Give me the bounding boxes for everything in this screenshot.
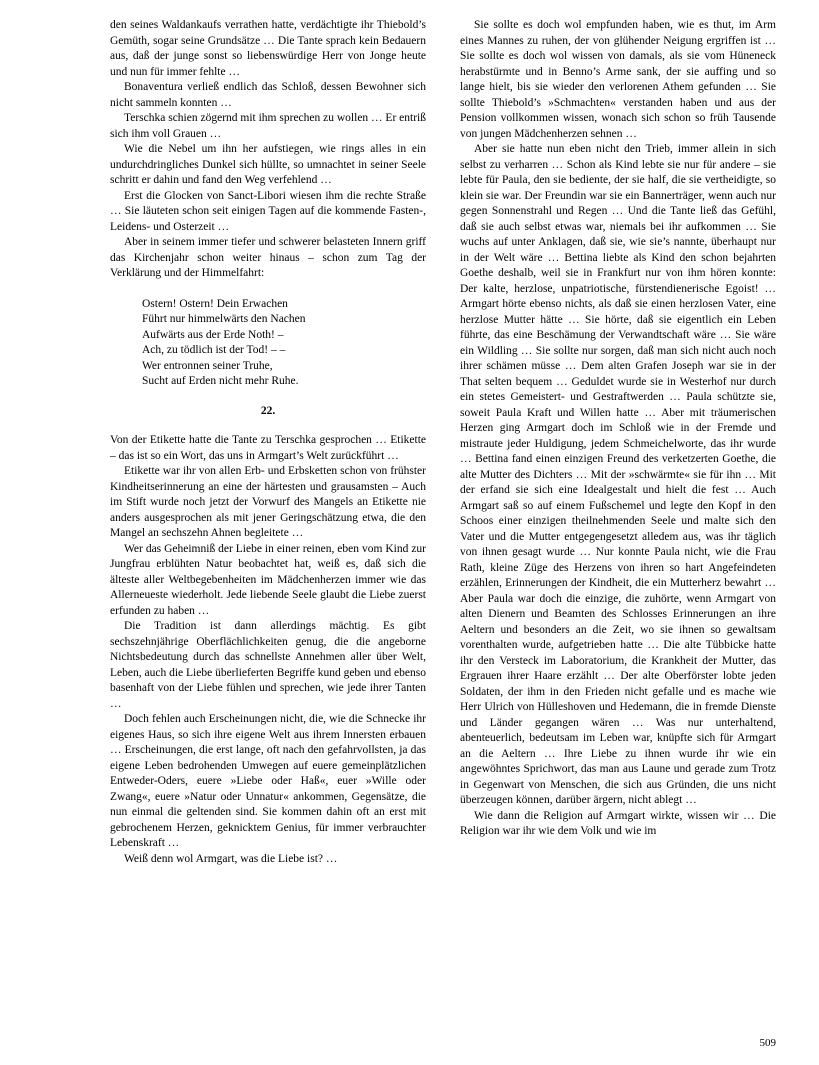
paragraph: Sie sollte es doch wol empfunden haben, wie es thut, im Arm eines Mannes zu ruhen, der von glühender Neigung ergriffen ist … Sie sollte es doch wol wissen von damals, als sie vom Hüneneck herabstürmte und in Benno’s Arme sank, der sie auffing und so lange hielt, bis sie wieder den verlorenen Athem gefunden … Sie sollte Thiebold’s »Schmachten« verstanden haben und aus der Pension vollkommen wissen, wonach sich schon so früh Tausende von jungen Mädchenherzen sehnen … (460, 19, 776, 140)
paragraph: Aber in seinem immer tiefer und schwerer belasteten Innern griff das Kirchenjahr schon weiter hinaus – schon zum Tag der Verklärung und der Himmelfahrt: (110, 236, 426, 279)
paragraph: Erst die Glocken von Sanct-Libori wiesen ihm die rechte Straße … Sie läuteten schon seit einigen Tagen auf die kommende Fasten-, Leidens- und Osterzeit … (110, 189, 426, 233)
paragraph: Etikette war ihr von allen Erb- und Erbsketten schon von frühster Kindheitserinnerung an eine der härtesten und grausamsten – Auch im Stift wurde noch jetzt der Vorwurf des Mangels an Etikette nie anders ausgesprochen als mit jener Geringschätzung etwa, die den Mangel an sechszehn Ahnen begleitete … (110, 465, 426, 539)
paragraph: Die Tradition ist dann allerdings mächtig. Es gibt sechszehnjährige Oberflächlichkeiten genug, die die angeborne Nichtsbedeutung durch das schnellste Annehmen aller über Welt, Leben, auch die Liebe überlieferten Begriffe kund geben und ebenso basenhaft von der Liebe fühlen und sprechen, wie jede ihrer Tanten … (110, 620, 426, 710)
paragraph: Weiß denn wol Armgart, was die Liebe ist? … (124, 852, 338, 865)
paragraph: Wer das Geheimniß der Liebe in einer reinen, eben vom Kind zur Jungfrau erblühten Natur beobachtet hat, weiß es, daß sich die älteste aller Weltbegebenheiten im Mädchenherzen immer wie das Allerneueste wiederholt. Jede liebende Seele glaubt die Liebe zuerst erfunden zu haben … (110, 542, 426, 617)
poem-line: Führt nur himmelwärts den Nachen (142, 313, 306, 325)
poem-line: Wer entronnen seiner Truhe, (142, 359, 273, 372)
poem-block (142, 297, 426, 390)
text-columns (110, 18, 776, 867)
paragraph: Bonaventura verließ endlich das Schloß, dessen Bewohner sich nicht sammeln konnten … (110, 81, 426, 109)
paragraph: Von der Etikette hatte die Tante zu Terschka gesprochen … Etikette – das ist so ein Wort, das uns in Armgart’s Welt zurückführt … (110, 434, 426, 462)
paragraph: den seines Waldankaufs verrathen hatte, verdächtigte ihr Thiebold’s Gemüth, sogar seine Grundsätze … Die Tante sprach kein Bedauern aus, daß der junge sonst so liebenswürdige Herr von Jonge heute und nun für immer fehlte … (110, 19, 426, 78)
poem-line: Aufwärts aus der Erde Noth! – (142, 328, 284, 341)
paragraph: Wie dann die Religion auf Armgart wirkte, wissen wir … Die Religion war ihr wie dem Volk und wie im (460, 809, 776, 837)
poem-line: Ach, zu tödlich ist der Tod! – – (142, 344, 286, 356)
paragraph: Doch fehlen auch Erscheinungen nicht, die, wie die Schnecke ihr eigenes Haus, so sich ihre eigene Welt aus ihrem Innersten erbauen … Erscheinungen, die erst lange, oft nach den gefahrvollsten, ja das eigene Leben bedrohenden Umwegen auf euere gemeinplätzlichen Entweder-Oders, euere »Liebe oder Haß«, euer »Wille oder Zwang«, euere »Natur oder Unnatur« ankommen, Gegensätze, die nun einmal die geltenden sind. Sie kommen dahin oft an erst mit gebrochenem Herzen, geknicktem Genius, für immer verbrauchter Lebenskraft … (110, 713, 426, 849)
paragraph: Wie die Nebel um ihn her aufstiegen, wie rings alles in ein undurchdringliches Dunkel sich hüllte, so umnachtet in seiner Seele schritt er dahin und fand den Weg verfehlend … (110, 143, 426, 186)
page-number: 509 (759, 1036, 776, 1049)
left-column (110, 18, 426, 867)
poem-line: Sucht auf Erden nicht mehr Ruhe. (142, 375, 299, 387)
paragraph: Terschka schien zögernd mit ihm sprechen zu wollen … Er entriß sich ihm voll Grauen … (110, 112, 426, 140)
chapter-heading: 22. (260, 404, 276, 417)
right-column (460, 18, 776, 867)
poem-line: Ostern! Ostern! Dein Erwachen (142, 297, 288, 310)
paragraph: Aber sie hatte nun eben nicht den Trieb, immer allein in sich selbst zu verharren … Schon als Kind lebte sie nur für andere – sie lebte für Paula, den sie bediente, der sie half, die sie vertheidigte, so klein sie war. Der Freundin war sie ein Bannerträger, wenn auch nur gegen Sonnenstrahl und Regen … Und die Tante ließ das Gefühl, daß sie auch selbst etwas war, niemals bei ihr aufkommen … Sie wuchs auf unter Anklagen, daß sie, wie sie’s nannte, überhaupt nur in der Welt wäre … Bettina liebte als Kind den schon bejahrten Goethe deshalb, weil sie in Frankfurt nur von ihm hören konnte: Der kalte, herzlose, unpatriotische, fürstendienerische Egoist! … Armgart hörte ebenso nichts, als daß sie einen herzlosen Vater, eine herzlose Mutter hätte … Sie hörte, daß sie eigentlich ein Leben führte, das eine Beschämung der Verwandtschaft wäre … Sie wäre ein Wildling … Sie sollte nur sorgen, daß man sich nicht auch noch ihrer schämen müsse … Dem alten Grafen Joseph war sie in der That selten bequem … Geduldet wurde sie in Westerhof nur durch ein stetes Gemeistert- und Gestraftwerden … Paula schützte sie, soweit Paula Kraft und Willen hatte … Aber mit träumerischen Herzen ging Armgart doch im Schloß wie in der Fremde und mistraute jeder Huldigung, jedem Schmeichelworte, das ihr wurde … Bettina fand einen einzigen Freund des verketzerten Goethe, die alte Mutter des Dichters … Mit der »schwärmte« sie für ihn … Mit der erfand sie sich eine Idealgestalt und hielt die fest … Auch Armgart saß so auf einem Fußschemel und legte den Kopf in den Schoos einer einzigen theilnehmenden Seele und malte sich den Vater und die Mutter entgegengesetzt alledem aus, was ihr täglich von ihnen gesagt wurde … Nur konnte Paula nicht, wie die Frau Rath, kleine Züge des Herzens von ihren so hart Angefeindeten erzählen, Erinnerungen der Kindheit, die ein Mutterherz bewahrt … Aber Paula war doch die einzige, die zuhörte, wenn Armgart von alten Dienern und Beamten des Schlosses Erinnerungen an ihre Aeltern und besonders an die Zeit, wo sie ihnen so gewaltsam vorenthalten wurde, aufgetrieben hatte … Die alte Tübbicke hatte ihr den Versteck im Laboratorium, die Krankheit der Mutter, das Ergrauen ihrer Haare erzählt … Der alte Oberförster lobte jeden Soldaten, der ihm in den Frieden nicht gefalle und es mache wie Herr Ulrich von Hülleshoven und Hedemann, die in fremde Dienste und Länder gegangen wären … Was nur unterhaltend, abenteuerlich, bedeutsam im Leben war, knüpfte sich für Armgart an die Aeltern … Ihre Liebe zu ihnen wurde ihr wie ein angewöhntes Sprichwort, das man aus Laune und gerade zum Trotz in Gegenwart von Menschen, die sich aus Gründen, die uns nicht überzeugen können, darüber ärgern, nicht ablegt … (460, 143, 776, 806)
